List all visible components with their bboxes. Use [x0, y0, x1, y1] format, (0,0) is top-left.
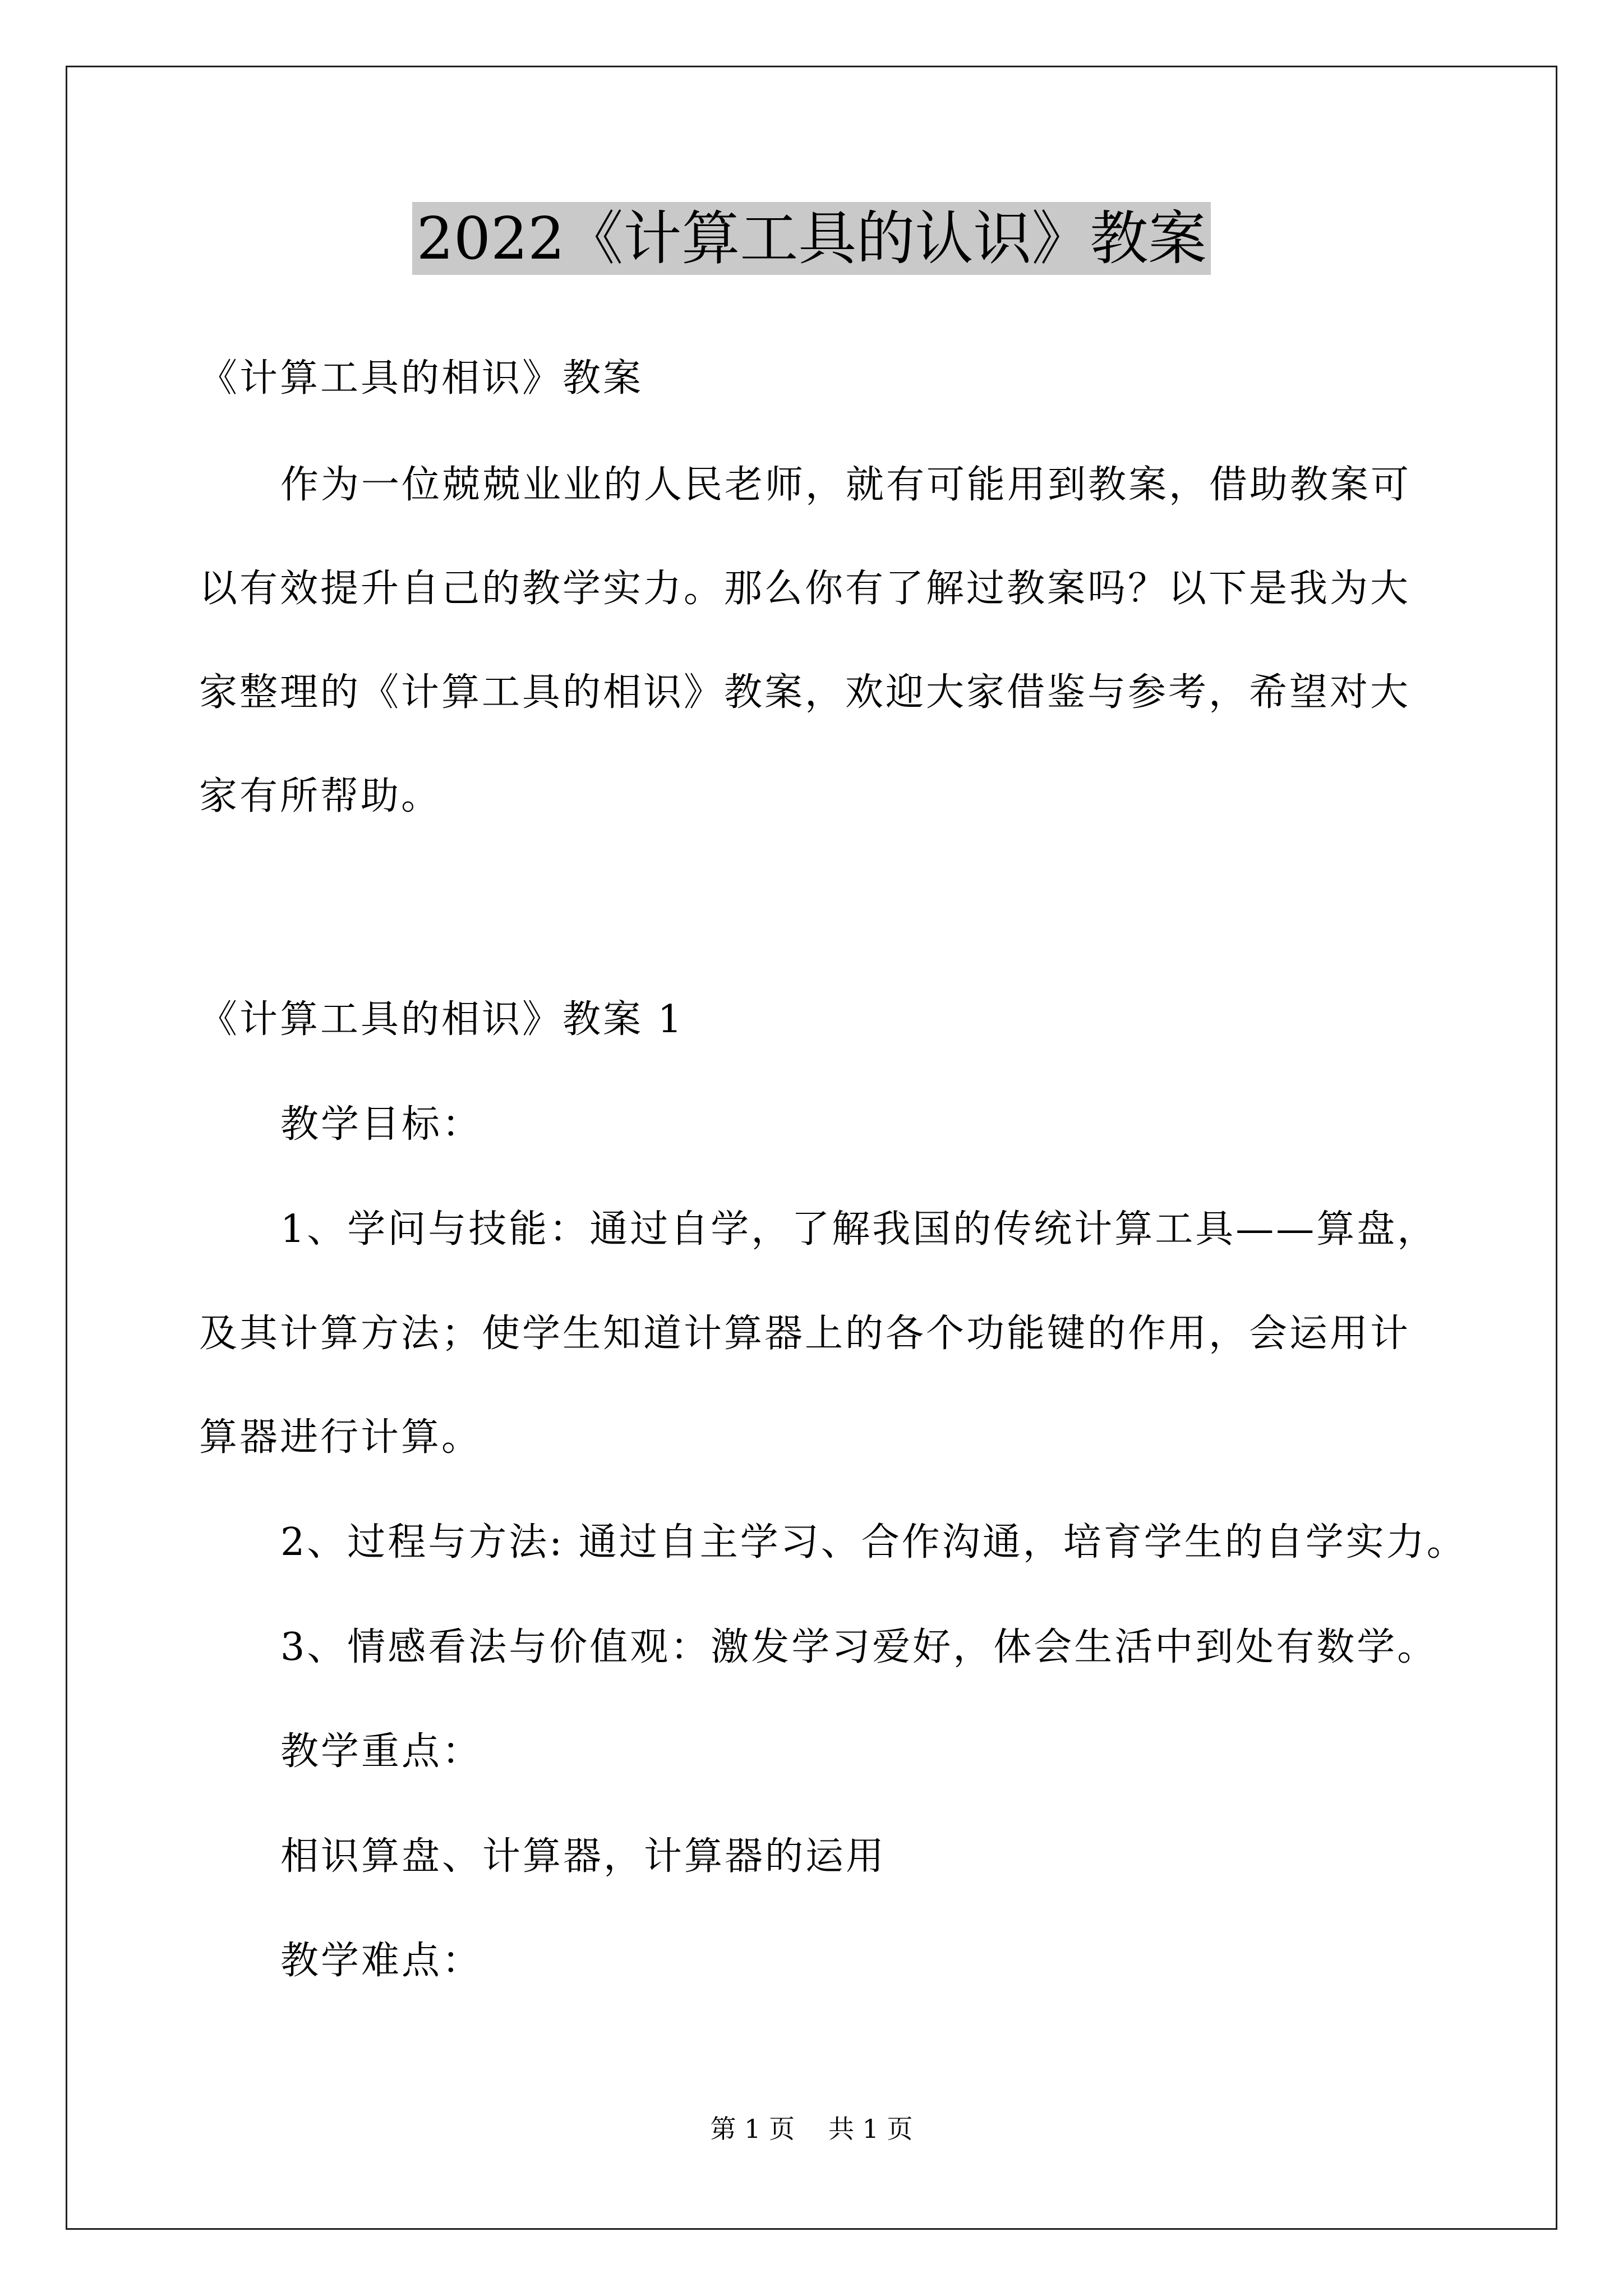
document-title-text: 2022《计算工具的认识》教案 — [412, 202, 1211, 275]
document-subtitle: 《计算工具的相识》教案 — [199, 356, 644, 401]
intro-line-1: 作为一位兢兢业业的人民老师，就有可能用到教案，借助教案可 — [280, 463, 1412, 507]
page-number: 第 1 页 — [710, 2114, 795, 2144]
page-total: 共 1 页 — [828, 2114, 913, 2144]
goal2: 2、过程与方法: 通过自主学习、合作沟通，培育学生的自学实力。 — [280, 1520, 1467, 1565]
key-points-heading: 教学重点： — [280, 1729, 483, 1774]
section-heading: 《计算工具的相识》教案 1 — [199, 997, 684, 1042]
goal1-line-2: 及其计算方法；使学生知道计算器上的各个功能键的作用，会运用计 — [199, 1312, 1411, 1356]
goal1-line-3: 算器进行计算。 — [199, 1415, 482, 1460]
key-points: 相识算盘、计算器，计算器的运用 — [280, 1834, 887, 1879]
intro-line-2: 以有效提升自己的教学实力。那么你有了解过教案吗？以下是我为大 — [199, 567, 1411, 611]
page-footer — [0, 2112, 1623, 2146]
intro-line-4: 家有所帮助。 — [199, 774, 442, 818]
intro-line-3: 家整理的《计算工具的相识》教案，欢迎大家借鉴与参考，希望对大 — [199, 670, 1411, 715]
goal1-line-1: 1、学问与技能：通过自学，了解我国的传统计算工具——算盘， — [280, 1207, 1438, 1251]
document-title — [0, 199, 1623, 278]
goals-heading: 教学目标： — [280, 1102, 483, 1147]
difficulties-heading: 教学难点： — [280, 1939, 483, 1983]
goal3: 3、情感看法与价值观：激发学习爱好，体会生活中到处有数学。 — [280, 1625, 1438, 1669]
